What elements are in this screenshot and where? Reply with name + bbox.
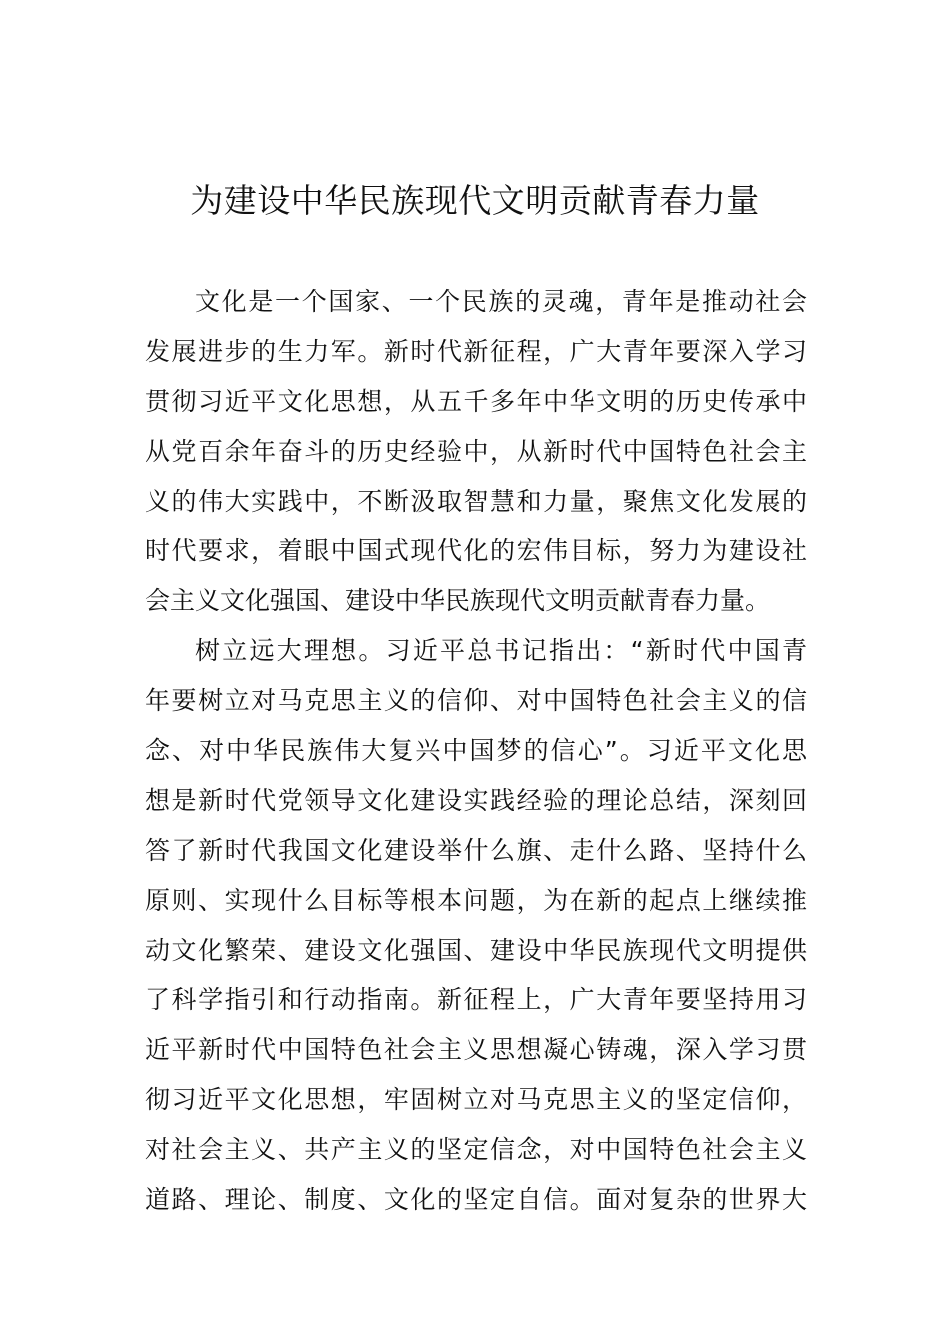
- paragraph-line: 近平新时代中国特色社会主义思想凝心铸魂，深入学习贯: [145, 1035, 807, 1065]
- paragraph-line: 了科学指引和行动指南。新征程上，广大青年要坚持用习: [145, 985, 807, 1015]
- paragraph-line: 念、对中华民族伟大复兴中国梦的信心”。习近平文化思: [145, 736, 807, 766]
- document-body: [145, 277, 807, 1225]
- paragraph-line: 文化是一个国家、一个民族的灵魂，青年是推动社会: [195, 287, 807, 316]
- paragraph-line: 义的伟大实践中，不断汲取智慧和力量，聚焦文化发展的: [145, 486, 807, 516]
- paragraph-2: [145, 626, 807, 1225]
- paragraph-line: 树立远大理想。习近平总书记指出：“新时代中国青: [195, 636, 807, 666]
- paragraph-line: 时代要求，着眼中国式现代化的宏伟目标，努力为建设社: [145, 536, 807, 566]
- paragraph-line: 彻习近平文化思想，牢固树立对马克思主义的坚定信仰，: [145, 1085, 807, 1115]
- paragraph-line: 原则、实现什么目标等根本问题，为在新的起点上继续推: [145, 885, 807, 915]
- paragraph-line: 从党百余年奋斗的历史经验中，从新时代中国特色社会主: [145, 436, 807, 466]
- paragraph-line: 年要树立对马克思主义的信仰、对中国特色社会主义的信: [145, 686, 807, 716]
- paragraph-line: 道路、理论、制度、文化的坚定自信。面对复杂的世界大: [145, 1185, 807, 1215]
- paragraph-line: 答了新时代我国文化建设举什么旗、走什么路、坚持什么: [145, 835, 807, 865]
- paragraph-1: [145, 277, 807, 626]
- paragraph-line: 对社会主义、共产主义的坚定信念，对中国特色社会主义: [145, 1135, 807, 1165]
- paragraph-line: 想是新时代党领导文化建设实践经验的理论总结，深刻回: [145, 785, 807, 815]
- paragraph-line: 发展进步的生力军。新时代新征程，广大青年要深入学习: [145, 336, 807, 366]
- paragraph-line: 动文化繁荣、建设文化强国、建设中华民族现代文明提供: [145, 935, 807, 965]
- document-title: 为建设中华民族现代文明贡献青春力量: [190, 181, 760, 220]
- paragraph-line: 会主义文化强国、建设中华民族现代文明贡献青春力量。: [145, 586, 771, 616]
- paragraph-line: 贯彻习近平文化思想，从五千多年中华文明的历史传承中: [145, 386, 807, 416]
